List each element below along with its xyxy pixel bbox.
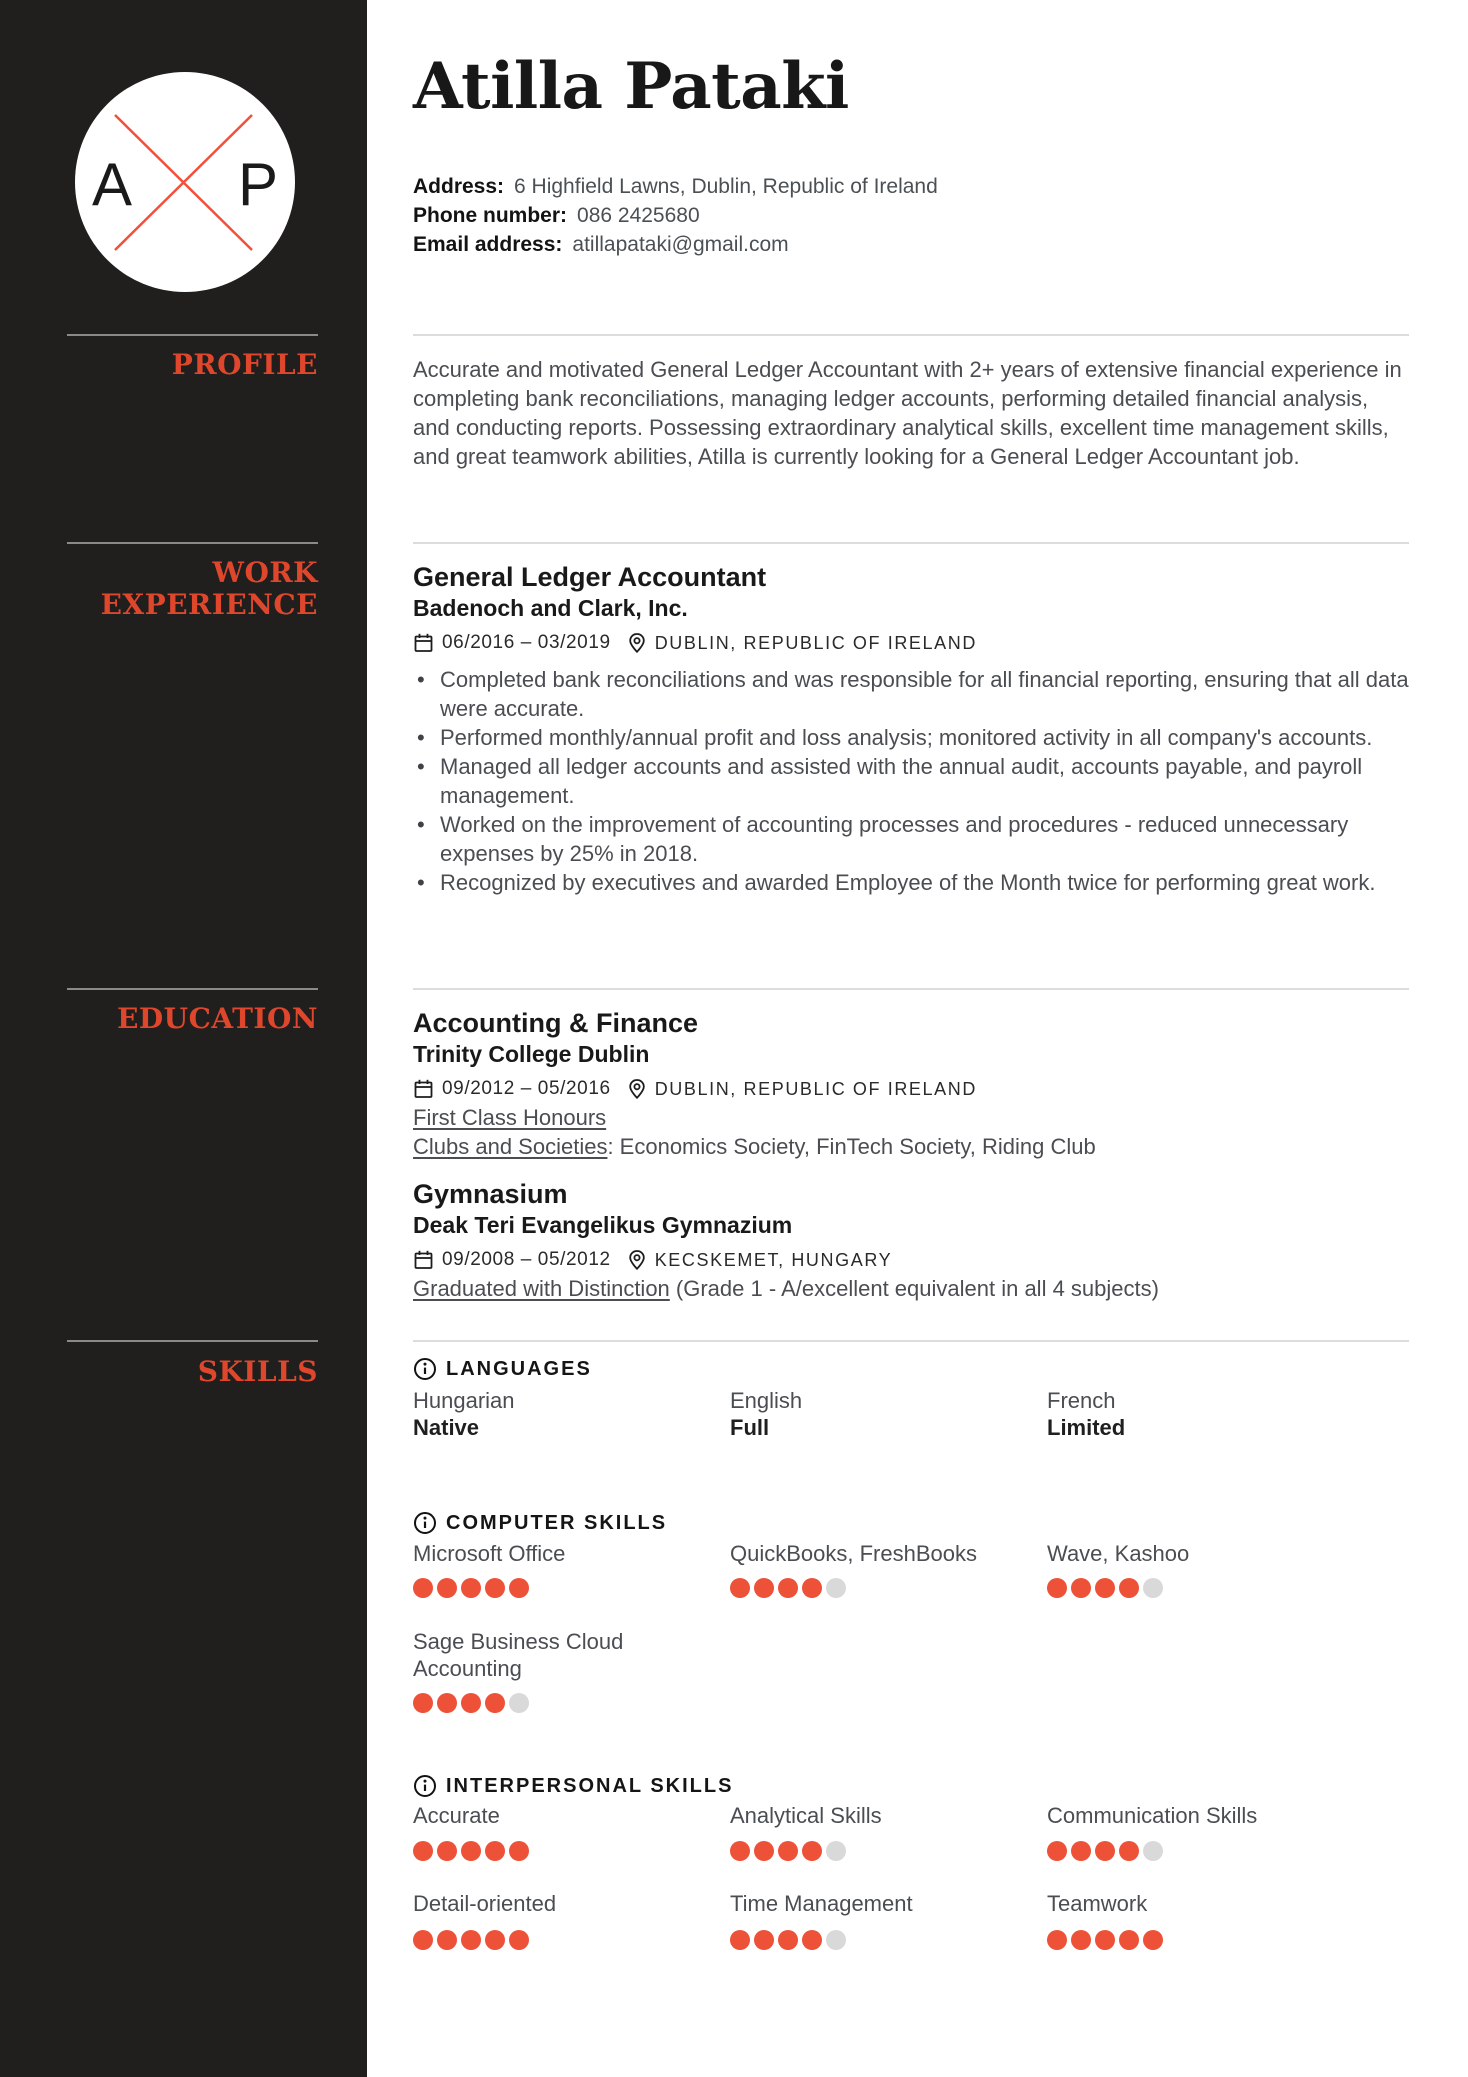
note-rest: : Economics Society, FinTech Society, Riding Club	[607, 1134, 1096, 1159]
skill-name: Time Management	[730, 1891, 913, 1916]
skill-item	[413, 1802, 730, 1861]
rating-dot	[826, 1930, 846, 1950]
job-bullet: • Completed bank reconciliations and was responsible for all financial reporting, ensuring that all data were accurate.	[413, 665, 1409, 723]
language-item	[730, 1387, 1047, 1442]
sidebar-divider	[67, 988, 318, 990]
section-divider	[413, 1340, 1409, 1342]
rating-dot	[730, 1578, 750, 1598]
education-note	[413, 1132, 1409, 1161]
job-bullet: • Managed all ledger accounts and assisted with the annual audit, accounts payable, and payroll management.	[413, 752, 1409, 810]
language-item	[413, 1387, 730, 1442]
job-bullet: • Recognized by executives and awarded Employee of the Month twice for performing great work.	[413, 868, 1409, 897]
info-icon	[413, 1357, 437, 1381]
rating-dot	[1047, 1578, 1067, 1598]
info-icon	[413, 1774, 437, 1798]
degree-title: Gymnasium	[413, 1179, 568, 1209]
rating-dot	[1095, 1930, 1115, 1950]
rating-dot	[730, 1841, 750, 1861]
rating-dot	[754, 1930, 774, 1950]
contact-value: 086 2425680	[577, 204, 700, 227]
section-divider	[413, 542, 1409, 544]
skill-rating	[413, 1578, 730, 1598]
rating-dot	[778, 1578, 798, 1598]
rating-dot	[485, 1841, 505, 1861]
education-meta	[413, 1075, 1409, 1103]
skill-name: Teamwork	[1047, 1891, 1148, 1916]
monogram-logo	[75, 72, 295, 292]
interpersonal-skills-grid-row2	[413, 1890, 1409, 1950]
note-rest: (Grade 1 - A/excellent equivalent in all 4 subjects)	[669, 1276, 1159, 1301]
location-pin-icon	[627, 1249, 647, 1271]
education-note	[413, 1274, 1409, 1303]
section-divider	[413, 988, 1409, 990]
info-icon	[413, 1511, 437, 1535]
skill-item	[730, 1802, 1047, 1861]
contact-label: Phone number:	[413, 204, 568, 227]
rating-dot	[485, 1693, 505, 1713]
skill-item	[1047, 1890, 1409, 1950]
skill-rating	[413, 1693, 663, 1713]
rating-dot	[413, 1930, 433, 1950]
contact-value: 6 Highfield Lawns, Dublin, Republic of Ireland	[514, 175, 938, 198]
job-title: General Ledger Accountant	[413, 562, 767, 592]
education-note	[413, 1103, 1409, 1132]
education-dates: 09/2008 – 05/2012	[442, 1249, 611, 1270]
header-section	[413, 0, 1409, 334]
heading-label: COMPUTER SKILLS	[446, 1512, 668, 1534]
sidebar-divider	[67, 334, 318, 336]
page-title: Atilla Pataki	[413, 49, 849, 124]
school-name: Deak Teri Evangelikus Gymnazium	[413, 1212, 793, 1238]
rating-dot	[509, 1693, 529, 1713]
monogram-letter-a: A	[91, 151, 133, 218]
rating-dot	[437, 1841, 457, 1861]
education-location: KECSKEMET, HUNGARY	[654, 1249, 893, 1270]
rating-dot	[1143, 1578, 1163, 1598]
rating-dot	[437, 1578, 457, 1598]
contact-label: Email address:	[413, 233, 563, 256]
sidebar-divider	[67, 1340, 318, 1342]
rating-dot	[826, 1578, 846, 1598]
interpersonal-skills-grid	[413, 1802, 1409, 1861]
rating-dot	[1095, 1578, 1115, 1598]
rating-dot	[1047, 1930, 1067, 1950]
skill-rating	[413, 1841, 730, 1861]
rating-dot	[485, 1930, 505, 1950]
language-name: English	[730, 1388, 803, 1413]
contact-block	[413, 172, 938, 259]
rating-dot	[730, 1930, 750, 1950]
skill-name: Communication Skills	[1047, 1803, 1258, 1828]
work-experience-section	[413, 542, 1409, 897]
heading-label: INTERPERSONAL SKILLS	[446, 1775, 734, 1797]
location-pin-icon	[627, 1078, 647, 1100]
rating-dot	[1071, 1841, 1091, 1861]
location-pin-icon	[627, 632, 647, 654]
skill-rating	[730, 1578, 1047, 1598]
languages-grid	[413, 1387, 1409, 1442]
education-section	[413, 988, 1409, 1303]
rating-dot	[461, 1578, 481, 1598]
rating-dot	[802, 1841, 822, 1861]
education-location: DUBLIN, REPUBLIC OF IRELAND	[654, 1078, 977, 1099]
sidebar-divider	[67, 542, 318, 544]
rating-dot	[1071, 1578, 1091, 1598]
profile-section	[413, 334, 1409, 471]
language-level: Native	[413, 1415, 480, 1440]
job-company: Badenoch and Clark, Inc.	[413, 595, 688, 621]
monogram-graphic	[75, 72, 295, 292]
job-meta	[413, 629, 1409, 657]
job-bullet: • Worked on the improvement of accounting processes and procedures - reduced unnecessary expenses by 25% in 2018.	[413, 810, 1409, 868]
skill-rating	[730, 1930, 1047, 1950]
rating-dot	[778, 1841, 798, 1861]
skill-item	[1047, 1802, 1409, 1861]
contact-label: Address:	[413, 175, 505, 198]
contact-row-email	[413, 230, 938, 259]
calendar-icon	[413, 632, 434, 654]
rating-dot	[754, 1841, 774, 1861]
rating-dot	[485, 1578, 505, 1598]
distinction-link[interactable]: Graduated with Distinction	[413, 1276, 670, 1301]
languages-heading	[413, 1356, 1409, 1382]
skill-rating	[1047, 1578, 1409, 1598]
rating-dot	[1047, 1841, 1067, 1861]
rating-dot	[802, 1930, 822, 1950]
sidebar-item-education: EDUCATION	[117, 1002, 318, 1035]
skill-name: Analytical Skills	[730, 1803, 882, 1828]
sidebar-item-work-experience: WORK EXPERIENCE	[100, 556, 318, 621]
skill-name: Wave, Kashoo	[1047, 1541, 1190, 1566]
contact-row-phone	[413, 201, 938, 230]
job-bullet-list	[413, 665, 1409, 897]
rating-dot	[461, 1930, 481, 1950]
education-meta	[413, 1246, 1409, 1274]
skill-item	[413, 1540, 730, 1598]
rating-dot	[461, 1693, 481, 1713]
rating-dot	[509, 1841, 529, 1861]
language-item	[1047, 1387, 1409, 1442]
rating-dot	[802, 1578, 822, 1598]
sidebar	[0, 0, 367, 2077]
rating-dot	[413, 1693, 433, 1713]
computer-skills-grid	[413, 1540, 1409, 1598]
rating-dot	[1071, 1930, 1091, 1950]
skill-name: Microsoft Office	[413, 1541, 566, 1566]
rating-dot	[1095, 1841, 1115, 1861]
rating-dot	[1143, 1930, 1163, 1950]
skill-item	[730, 1890, 1047, 1950]
interpersonal-skills-heading	[413, 1773, 1409, 1799]
skill-rating	[730, 1841, 1047, 1861]
rating-dot	[437, 1930, 457, 1950]
education-dates: 09/2012 – 05/2016	[442, 1078, 611, 1099]
rating-dot	[778, 1930, 798, 1950]
contact-row-address	[413, 172, 938, 201]
rating-dot	[437, 1693, 457, 1713]
heading-label: LANGUAGES	[446, 1358, 592, 1380]
rating-dot	[413, 1578, 433, 1598]
skill-item	[1047, 1540, 1409, 1598]
skill-name: QuickBooks, FreshBooks	[730, 1541, 977, 1566]
job-dates: 06/2016 – 03/2019	[442, 632, 611, 653]
calendar-icon	[413, 1078, 434, 1100]
skill-name: Accurate	[413, 1803, 500, 1828]
rating-dot	[1119, 1841, 1139, 1861]
monogram-letter-p: P	[237, 151, 279, 218]
skill-name: Detail-oriented	[413, 1891, 557, 1916]
degree-title: Accounting & Finance	[413, 1008, 699, 1038]
language-level: Limited	[1047, 1415, 1126, 1440]
skill-name: Sage Business Cloud Accounting	[413, 1629, 624, 1681]
rating-dot	[826, 1841, 846, 1861]
language-level: Full	[730, 1415, 770, 1440]
rating-dot	[1143, 1841, 1163, 1861]
rating-dot	[509, 1930, 529, 1950]
skills-section	[413, 1340, 1409, 1950]
language-name: French	[1047, 1388, 1116, 1413]
rating-dot	[754, 1578, 774, 1598]
skill-item	[730, 1540, 1047, 1598]
sidebar-item-skills: SKILLS	[197, 1355, 318, 1388]
skill-item	[413, 1890, 730, 1950]
job-location: DUBLIN, REPUBLIC OF IRELAND	[654, 632, 977, 653]
profile-text: Accurate and motivated General Ledger Accountant with 2+ years of extensive financial experience in completing bank reconciliations, managing ledger accounts, performing detailed financial analysis, and conducting reports. Possessing extraordinary analytical skills, excellent time management skills, and great teamwork abilities, Atilla is currently looking for a General Ledger Accountant job.	[413, 357, 1402, 469]
clubs-societies-link[interactable]: Clubs and Societies	[413, 1134, 608, 1159]
job-bullet: • Performed monthly/annual profit and loss analysis; monitored activity in all company's accounts.	[413, 723, 1409, 752]
skill-rating	[1047, 1841, 1409, 1861]
section-divider	[413, 334, 1409, 336]
skill-item	[413, 1628, 663, 1713]
computer-skills-grid-row2	[413, 1628, 1409, 1713]
school-name: Trinity College Dublin	[413, 1041, 650, 1067]
contact-value: atillapataki@gmail.com	[572, 233, 789, 256]
language-name: Hungarian	[413, 1388, 515, 1413]
calendar-icon	[413, 1249, 434, 1271]
rating-dot	[509, 1578, 529, 1598]
rating-dot	[413, 1841, 433, 1861]
sidebar-item-profile: PROFILE	[171, 348, 318, 381]
skill-rating	[1047, 1930, 1409, 1950]
rating-dot	[461, 1841, 481, 1861]
rating-dot	[1119, 1578, 1139, 1598]
honours-link[interactable]: First Class Honours	[413, 1105, 607, 1130]
rating-dot	[1119, 1930, 1139, 1950]
computer-skills-heading	[413, 1510, 1409, 1536]
skill-rating	[413, 1930, 730, 1950]
